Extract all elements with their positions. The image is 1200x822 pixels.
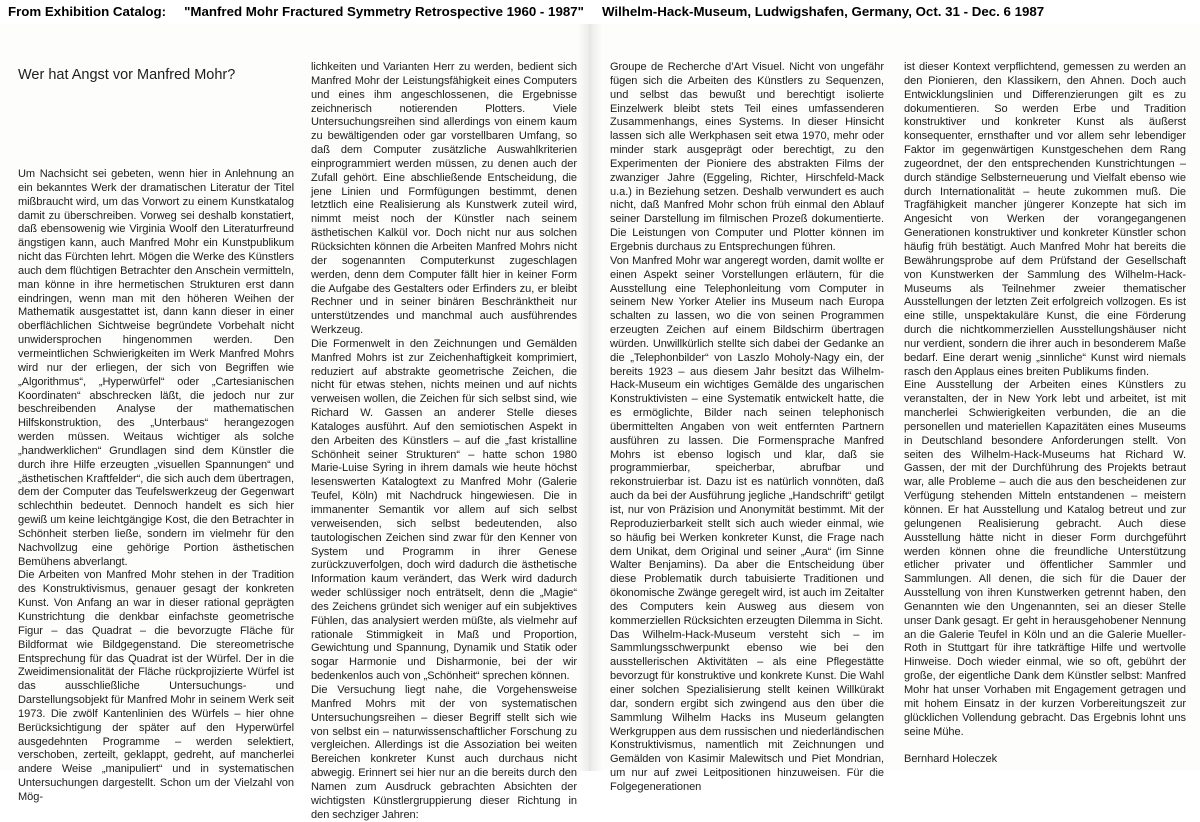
catalog-page-scan (0, 24, 1200, 821)
paragraph: Groupe de Recherche d’Art Visuel. Nicht von ungefähr fügen sich die Arbeiten des Künstlers zu Sequenzen, und selbst das bewußt und berechtigt isolierte Einzelwerk bleibt stets Teil eines umfassenderen Zusammenhangs, eines Systems. In dieser Hinsicht lassen sich alle Werkphasen seit etwa 1970, mehr oder minder stark ausgeprägt oder berechtigt, zu den Experimenten der Pioniere des abstrakten Films der zwanziger Jahre (Eggeling, Richter, Hirschfeld-Mack u.a.) in Beziehung setzen. Deshalb verwundert es auch nicht, daß Manfred Mohr schon früh einmal den Ablauf seiner Darstellung im filmischen Prozeß dokumentierte. Die Leistungen von Computer und Plotter können im Ergebnis durchaus zu Entsprechungen führen. (610, 61, 884, 253)
paragraph: lichkeiten und Varianten Herr zu werden, bedient sich Manfred Mohr der Leistungsfähigkeit eines Computers und eines ihm angeschlossenen, die Ergebnisse zeichnerisch notierenden Plotters. Viele Untersuchungsreihen sind allerdings von einem kaum zu bewältigenden oder gar vorstellbaren Umfang, so daß dem Computer zusätzliche Auswahlkriterien einprogrammiert werden müssen, zu denen auch der Zufall gehört. Eine abschließende Entscheidung, die jene Linien und Formfügungen bestimmt, denen letztlich eine Realisierung als Kunstwerk zuteil wird, nimmt meist noch der Künstler nach seinem ästhetischen Kalkül vor. Doch nicht nur aus solchen Rücksichten können die Arbeiten Manfred Mohrs nicht der sogenannten Computerkunst zugeschlagen werden, denn dem Computer fällt hier in keiner Form die Aufgabe des Gestalters oder Erfinders zu, er bleibt Rechner und in seiner binären Beschränktheit nur unterstützendes und manchmal auch ausführendes Werkzeug. (311, 61, 577, 337)
venue-info: Wilhelm-Hack-Museum, Ludwigshafen, Germany, Oct. 31 - Dec. 6 1987 (601, 4, 1045, 19)
paragraph: Um Nachsicht sei gebeten, wenn hier in Anlehnung an ein bekanntes Werk der dramatischen Literatur der Titel mißbraucht wird, um das Vorwort zu einem Kunstkatalog damit zu überschreiben. Vorweg sei deshalb konstatiert, daß ebensowenig wie Virginia Woolf den Literaturfreund ängstigen kann, auch Manfred Mohr ein Kunstpublikum nicht das Fürchten lehrt. Mögen die Werke des Künstlers auch dem flüchtigen Betrachter den Anschein vermitteln, man könne in ihre hermetischen Strukturen erst dann eindringen, wenn man mit den höheren Weihen der Mathematik ausgestattet ist, dann kann dieser in einer oberflächlichen Sichtweise begründete Vorbehalt nicht unwidersprochen hingenommen werden. Den vermeintlichen Schwierigkeiten im Werk Manfred Mohrs wird nur der erliegen, der sich von Begriffen wie „Algorithmus“, „Hyperwürfel“ oder „Cartesianischen Koordinaten“ abschrecken läßt, die jedoch nur zur beschreibenden Analyse der mathematischen Hilfskonstruktion, des „Unterbaus“ herangezogen werden müssen. Weitaus wichtiger als solche „handwerklichen“ Grundlagen sind dem Künstler die durch ihre Hilfe erzeugten „visuellen Spannungen“ und „ästhetischen Kraftfelder“, die sich auch dem übertragen, dem der Computer das Teufelswerkzeug der Gegenwart schlechthin bedeutet. Dennoch handelt es sich hier gewiß um keine leichtgängige Kost, die den Betrachter in Schönheit sterben ließe, sondern im vielmehr für den Nachvollzug eine gehörige Portion ästhetischen Bemühens abverlangt. (18, 168, 294, 568)
paragraph: Das Wilhelm-Hack-Museum versteht sich – im Sammlungsschwerpunkt ebenso wie bei den ausstellerischen Aktivitäten – als eine Pflegestätte bevorzugt für konstruktive und konkrete Kunst. Die Wahl einer solchen Spezialisierung stellt keinen Willkürakt dar, sondern ergibt sich zwingend aus den über die Sammlung Wilhelm Hacks ins Museum gelangten Werkgruppen aus dem russischen und niederländischen Konstruktivismus, namentlich mit Zeichnungen und Gemälden von Kasimir Malewitsch und Piet Mondrian, um nur auf zwei Leitpositionen hinzuweisen. Für die Folgegenerationen (610, 628, 884, 793)
paragraph: Eine Ausstellung der Arbeiten eines Künstlers zu veranstalten, der in New York lebt und arbeitet, ist mit mancherlei Schwierigkeiten verbunden, die an die personellen und materiellen Kapazitäten eines Museums in Deutschland besondere Anforderungen stellt. Von seiten des Wilhelm-Hack-Museums hat Richard W. Gassen, der mit der Durchführung des Projekts betraut war, alle Probleme – auch die aus den bescheidenen zur Verfügung stehenden Mitteln entstandenen – meistern können. Er hat Ausstellung und Katalog betreut und zur gelungenen Realisierung gebracht. Auch diese Ausstellung hätte nicht in dieser Form durchgeführt werden können ohne die freundliche Unterstützung etlicher privater und öffentlicher Sammler und Sammlungen. All denen, die sich für die Dauer der Ausstellung von ihren Kunstwerken getrennt haben, den Genannten wie den Ungenannten, sei an dieser Stelle unser Dank gesagt. Er geht in herausgehobener Nennung an die Galerie Teufel in Köln und an die Galerie Mueller-Roth in Stuttgart für ihre tatkräftige Hilfe und wertvolle Hinweise. Doch wieder einmal, wie so oft, gebührt der große, der eigentliche Dank dem Künstler selbst: Manfred Mohr hat unser Vorhaben mit Engagement getragen und mit hohem Einsatz in der kurzen Vorbereitungszeit zur glücklichen Vollendung gebracht. Das Ergebnis lohnt uns seine Mühe. (904, 379, 1186, 738)
text-column-1 (18, 168, 294, 803)
text-column-3 (610, 61, 884, 793)
catalog-title: "Manfred Mohr Fractured Symmetry Retrospective 1960 - 1987" (184, 4, 584, 19)
text-column-2 (311, 61, 577, 821)
paragraph: Die Formenwelt in den Zeichnungen und Gemälden Manfred Mohrs ist zur Zeichenhaftigkeit komprimiert, reduziert auf abstrakte geometrische Zeichen, die nicht für etwas stehen, nichts meinen und auf nichts verweisen wollen, die Zeichen für sich selbst sind, wie Richard W. Gassen an anderer Stelle dieses Kataloges ausführt. Auf den semiotischen Aspekt in den Arbeiten des Künstlers – auf die „fast kristalline Schönheit seiner Strukturen“ – hatte schon 1980 Marie-Luise Syring in ihrem damals wie heute höchst lesenswerten Katalogtext zu Manfred Mohr (Galerie Teufel, Köln) mit Nachdruck hingewiesen. Die in immanenter Semantik vor allem auf sich selbst verweisenden, sich selbst bedeutenden, also tautologischen Zeichen sind zwar für den Kenner von System und Programm in ihrer Genese zurückzuverfolgen, doch wird dadurch die ästhetische Information kaum verändert, das Werk wird dadurch weder schlüssiger noch enträtselt, denn die „Magie“ des Zeichens gründet sich weniger auf ein subjektives Fühlen, das analysiert werden müßte, als vielmehr auf rationale Stimmigkeit in Maß und Proportion, Gewichtung und Spannung, Dynamik und Statik oder sogar Harmonie und Disharmonie, bei der wir bedenkenlos auch von „Schönheit“ sprechen können. (311, 337, 577, 683)
source-label: From Exhibition Catalog: (8, 4, 167, 19)
paragraph: Die Versuchung liegt nahe, die Vorgehensweise Manfred Mohrs mit der von systematischen Untersuchungsreihen – dieser Begriff stellt sich wie von selbst ein – naturwissenschaftlicher Forschung zu vergleichen. Allerdings ist die Assoziation bei weiten Bereichen konkreter Kunst auch durchaus nicht abwegig. Erinnert sei hier nur an die bereits durch den Namen zum Ausdruck gebrachten Absichten der wichtigsten Künstlergruppierung dieser Richtung in den sechziger Jahren: (311, 683, 577, 821)
source-caption (8, 2, 1198, 22)
article-title: Wer hat Angst vor Manfred Mohr? (18, 67, 236, 83)
paragraph: ist dieser Kontext verpflichtend, gemessen zu werden an den Pionieren, den Klassikern, den Ahnen. Doch auch Entwicklungslinien und Differenzierungen gilt es zu dokumentieren. So werden Erbe und Tradition konstruktiver und konkreter Kunst als äußerst konsequenter, ernsthafter und vor allem sehr lebendiger Faktor im gegenwärtigen Kunstgeschehen dem Rang zugeordnet, der den entsprechenden Kunstrichtungen – durch ständige Selbsterneuerung und Vielfalt ebenso wie durch Internationalität – heute zukommen muß. Die Tragfähigkeit mancher jüngerer Konzepte hat sich im Angesicht von Werken der vorangegangenen Generationen konstruktiver und konkreter Künstler schon häufig früh bestätigt. Auch Manfred Mohr hat bereits die Bewährungsprobe auf dem Prüfstand der Gesellschaft von Kunstwerken der Sammlung des Wilhelm-Hack-Museums als Teilnehmer zweier thematischer Ausstellungen der letzten Zeit erfolgreich vollzogen. Es ist eine stille, unspektakuläre Kunst, die eine Förderung durch die nichtkommerziellen Ausstellungshäuser nicht nur verdient, sondern die ihrer auch in besonderem Maße bedarf. Eine derart wenig „sinnliche“ Kunst wird niemals rasch den Applaus eines breiten Publikums finden. (904, 61, 1186, 378)
page-gutter (578, 24, 602, 771)
paragraph: Von Manfred Mohr war angeregt worden, damit wollte er einen Aspekt seiner Vorstellungen erläutern, für die Ausstellung eine Telephonleitung vom Computer in seinem New Yorker Atelier ins Museum nach Europa schalten zu lassen, wo die von seinen Programmen erzeugten Zeichen auf einem Bildschirm übertragen würden. Unwillkürlich stellte sich dabei der Gedanke an die „Telephonbilder“ von Laszlo Moholy-Nagy ein, der bereits 1923 – aus diesem Jahr besitzt das Wilhelm-Hack-Museum ein wichtiges Gemälde des ungarischen Konstruktivisten – eine Systematik entwickelt hatte, die es ermöglichte, Bilder nach seinen telephonisch übermittelten Angaben von weit entfernten Partnern ausführen zu lassen. Die Formensprache Manfred Mohrs ist ebenso logisch und klar, daß sie programmierbar, speicherbar, abrufbar und rekonstruierbar ist. Dazu ist es natürlich vonnöten, daß auch da bei der Ausführung jegliche „Handschrift“ getilgt ist, nur von Präzision und Anonymität bestimmt. Mit der Reproduzierbarkeit stellt sich auch wieder einmal, wie so häufig bei Werken konkreter Kunst, die Frage nach dem Unikat, dem Original und seiner „Aura“ (im Sinne Walter Benjamins). Da aber die Entscheidung über diese Problematik durch tabuisierte Traditionen und ökonomische Zwänge geregelt wird, ist auch im Zeitalter des Computers kein Ausweg aus diesem von kommerziellen Rücksichten erzeugten Dilemma in Sicht. (610, 254, 884, 627)
paragraph: Die Arbeiten von Manfred Mohr stehen in der Tradition des Konstruktivismus, genauer gesagt der konkreten Kunst. Von Anfang an war in dieser rational geprägten Kunstrichtung die denkbar einfachste geometrische Figur – das Quadrat – die bevorzugte Fläche für Bildformat wie Bildgegenstand. Die stereometrische Entsprechung für das Quadrat ist der Würfel. Der in die Zweidimensionalität der Fläche rückprojizierte Würfel ist das ausschließliche Untersuchungs- und Darstellungsobjekt für Manfred Mohr in seinem Werk seit 1973. Die zwölf Kantenlinien des Würfels – hier ohne Berücksichtigung der später auf den Hyperwürfel ausgedehnten Programme – werden selektiert, verschoben, zerteilt, geklappt, gedreht, auf mancherlei andere Weise „manipuliert“ und in systematischen Untersuchungen dargestellt. Schon um der Vielzahl von Mög- (18, 569, 294, 803)
author-signature: Bernhard Holeczek (904, 753, 998, 766)
text-column-4 (904, 61, 1186, 783)
